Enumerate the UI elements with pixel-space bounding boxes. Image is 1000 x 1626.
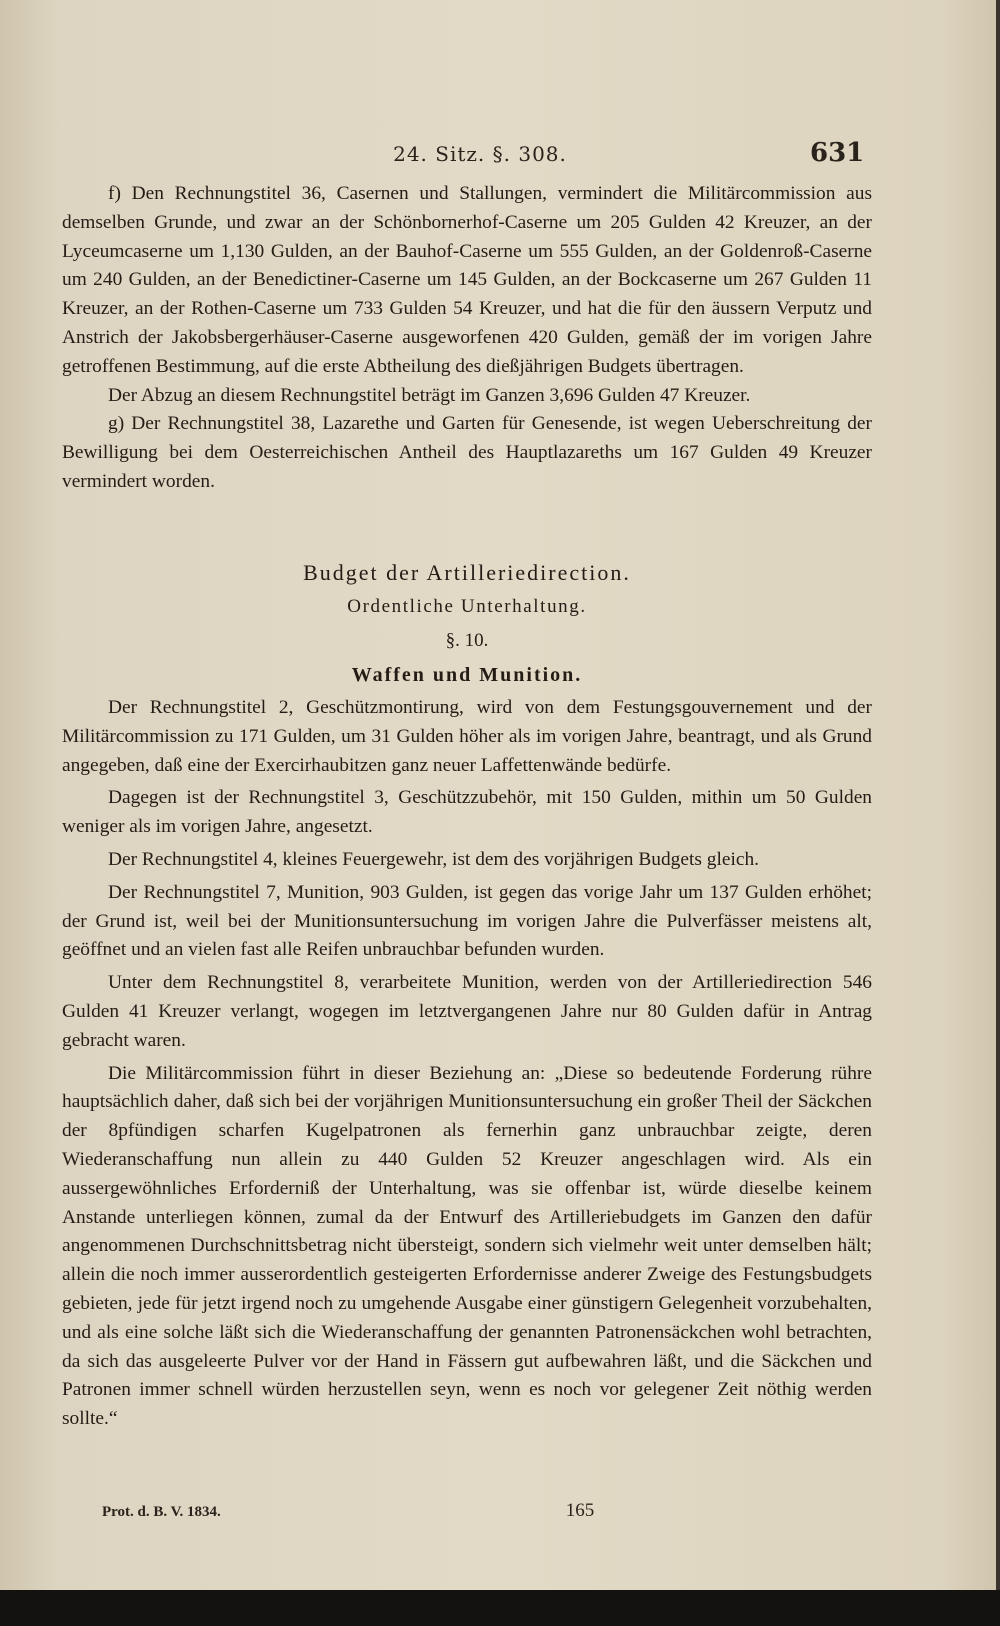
- budget-heading: Budget der Artilleriedirection.: [303, 560, 631, 585]
- body-text-bottom: [62, 694, 872, 1438]
- paragraph-total-deduction: Der Abzug an diesem Rechnungstitel beträgt im Ganzen 3,696 Gulden 47 Kreuzer.: [108, 384, 751, 406]
- paragraph-title-7: Der Rechnungstitel 7, Munition, 903 Gulden, ist gegen das vorige Jahr um 137 Gulden erhöhet; der Grund ist, weil bei der Munitionsuntersuchung im vorigen Jahre die Pulverfässer meistens alt, geöffnet und an vielen fast alle Reifen unbrauchbar befunden wurden.: [62, 881, 872, 961]
- page-edge-shadow: [996, 0, 1000, 1626]
- sheet-number: 165: [565, 1500, 595, 1521]
- section-headings: [62, 556, 872, 692]
- paragraph-title-2: Der Rechnungstitel 2, Geschützmontirung, wird von dem Festungsgouvernement und der Militärcommission zu 171 Gulden, um 31 Gulden höher als im vorigen Jahre, beantragt, und als Grund angegeben, daß eine der Exercirhaubitzen ganz neuer Laffettenwände bedürfe.: [62, 697, 872, 776]
- page-number: 631: [810, 138, 865, 168]
- paragraph-g: g) Der Rechnungstitel 38, Lazarethe und Garten für Genesende, ist wegen Ueberschreitung der Bewilligung bei dem Oesterreichischen Antheil des Hauptlazareths um 167 Gulden 49 Kreuzer vermindert worden.: [62, 413, 872, 492]
- paragraph-commission-quote: Die Militärcommission führt in dieser Beziehung an: „Diese so bedeutende Forderung rühre hauptsächlich daher, daß sich bei der vorjährigen Munitionsuntersuchung ein großer Theil der Säckchen der 8pfündigen scharfen Kugelpatronen als fernerhin ganz unbrauchbar zeigte, deren Wiederanschaffung nun allein zu 440 Gulden 52 Kreuzer angeschlagen wird. Als ein aussergewöhnliches Erforderniß der Unterhaltung, was sie offenbar ist, würde dieselbe keinem Anstande unterliegen können, zumal da der Entwurf des Artilleriebudgets im Ganzen den dafür angenommenen Durchschnittsbetrag nicht übersteigt, sondern sich vielmehr weit unter demselben hält; allein die noch immer ausserordentlich gesteigerten Erfordernisse anderer Zweige des Festungsbudgets gebieten, jede für jetzt irgend noch zu umgehende Ausgabe einer günstigern Gelegenheit vorzubehalten, und als eine solche läßt sich die Wiederanschaffung der genannten Patronensäckchen wohl betrachten, da sich das ausgeleerte Pulver vor der Hand in Fässern gut aufbewahren läßt, und die Säckchen und Patronen immer schnell würden herzustellen seyn, wenn es noch vor gelegener Zeit nöthig werden sollte.“: [62, 1062, 872, 1430]
- body-text-top: [62, 180, 872, 497]
- footer-signature: Prot. d. B. V. 1834.: [102, 1504, 221, 1520]
- paragraph-title-3: Dagegen ist der Rechnungstitel 3, Geschützzubehör, mit 150 Gulden, mithin um 50 Gulden weniger als im vorigen Jahre, angesetzt.: [62, 787, 872, 838]
- scan-bottom-border: [0, 1590, 1000, 1626]
- running-head: 24. Sitz. §. 308.: [393, 142, 567, 166]
- page-header: [0, 134, 1000, 174]
- page-footer: [0, 1498, 1000, 1528]
- paragraph-title-4: Der Rechnungstitel 4, kleines Feuergewehr, ist dem des vorjährigen Budgets gleich.: [108, 848, 759, 870]
- paragraph-title-8: Unter dem Rechnungstitel 8, verarbeitete Munition, werden von der Artilleriedirection 546 Gulden 41 Kreuzer verlangt, wogegen im letztvergangenen Jahre nur 80 Gulden dafür in Antrag gebracht waren.: [62, 972, 872, 1051]
- subheading: Ordentliche Unterhaltung.: [347, 596, 587, 617]
- paragraph-f: f) Den Rechnungstitel 36, Casernen und Stallungen, vermindert die Militärcommission aus demselben Grunde, und zwar an der Schönbornerhof-Caserne um 205 Gulden 42 Kreuzer, an der Lyceumcaserne um 1,130 Gulden, an der Bauhof-Caserne um 555 Gulden, an der Goldenroß-Caserne um 240 Gulden, an der Benedictiner-Caserne um 145 Gulden, an der Bockcaserne um 267 Gulden 11 Kreuzer, an der Rothen-Caserne um 733 Gulden 54 Kreuzer, und hat die für den äussern Verputz und Anstrich der Jakobsbergerhäuser-Caserne ausgeworfenen 420 Gulden, gemäß der im vorigen Jahre getroffenen Bestimmung, auf die erste Abtheilung des dießjährigen Budgets übertragen.: [62, 183, 872, 377]
- section-title: Waffen und Munition.: [351, 664, 583, 686]
- section-number: §. 10.: [445, 630, 489, 651]
